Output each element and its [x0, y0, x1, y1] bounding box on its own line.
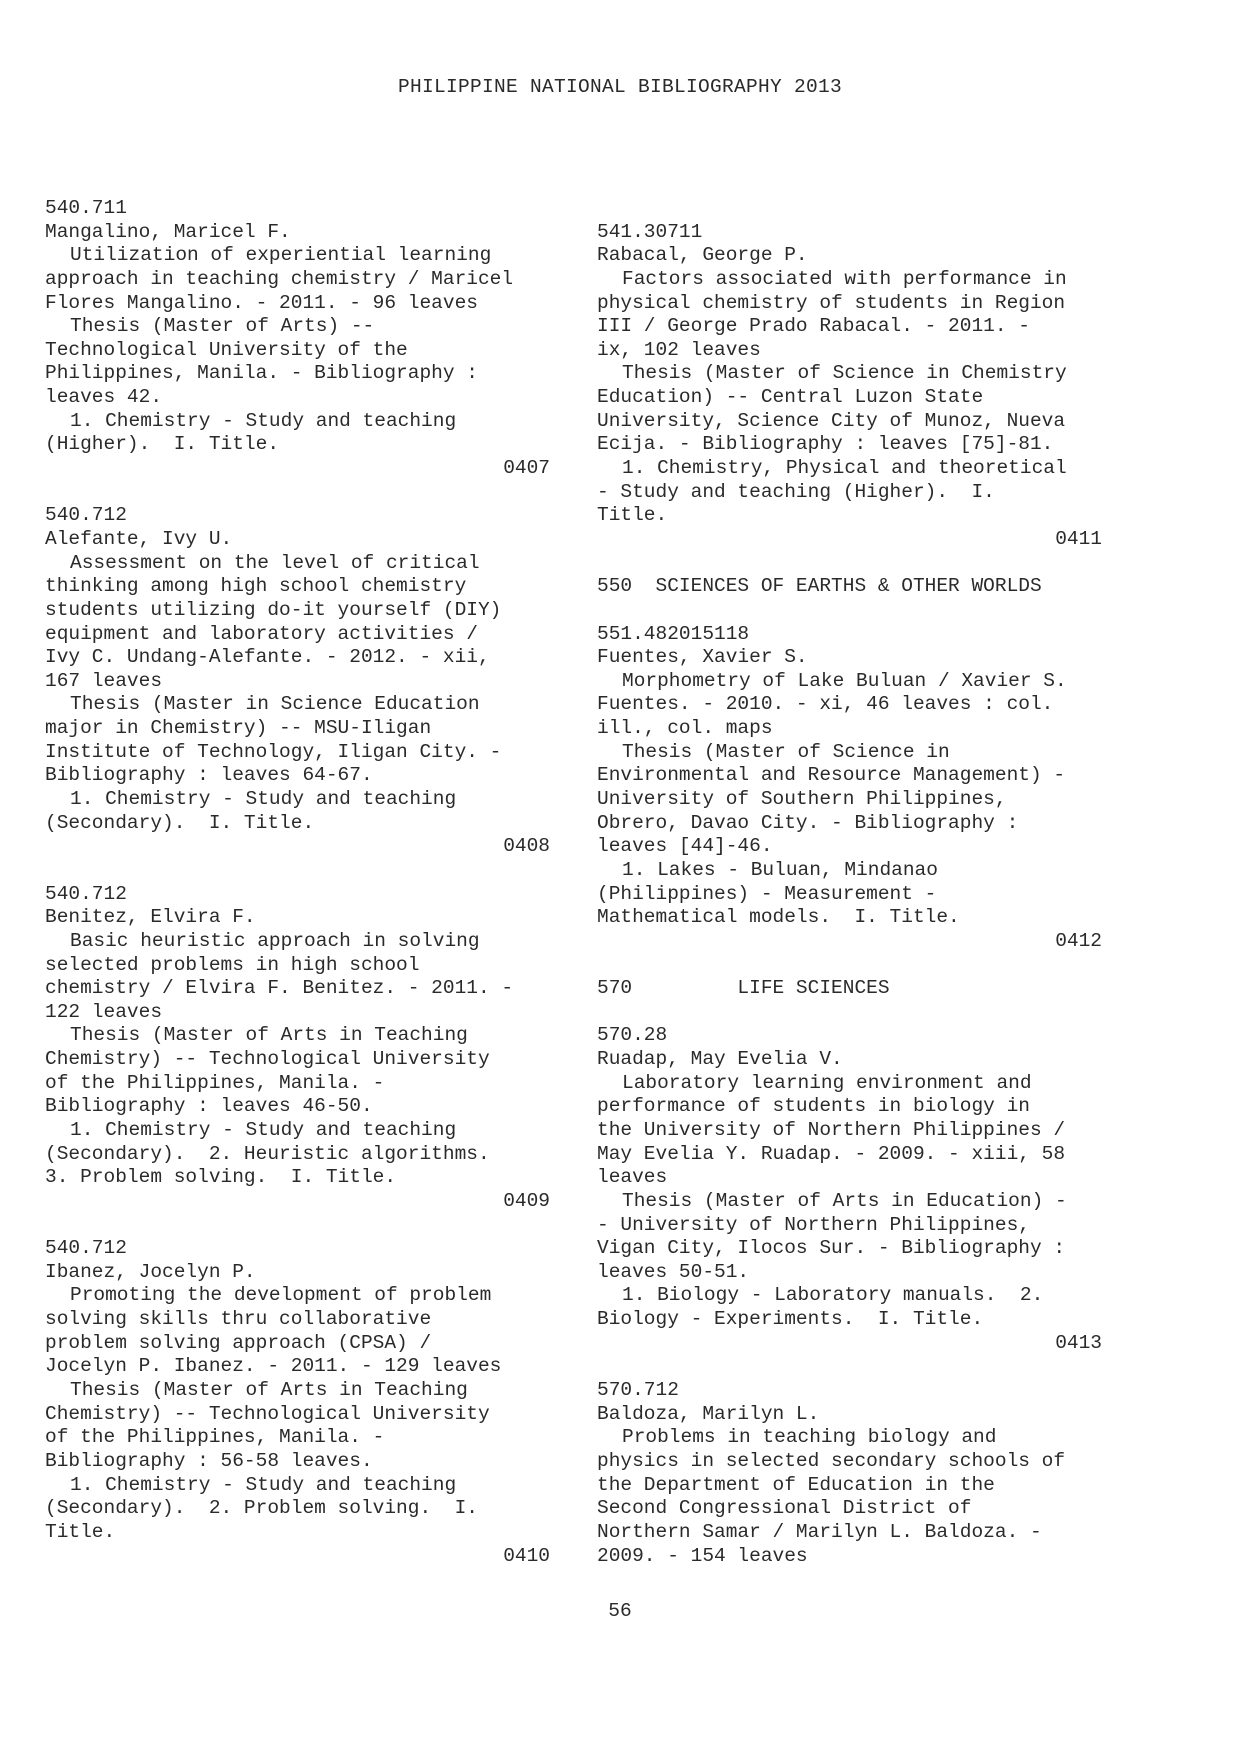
title-line: students utilizing do-it yourself (DIY) [45, 598, 502, 621]
title-line: Flores Mangalino. - 2011. - 96 leaves [45, 291, 478, 314]
subject-line: (Secondary). 2. Problem solving. I. [45, 1497, 478, 1520]
title-line: problem solving approach (CPSA) / [45, 1331, 432, 1354]
title-line: the University of Northern Philippines / [597, 1118, 1066, 1141]
bibliography-entry [597, 623, 1102, 954]
title-line: 2009. - 154 leaves [597, 1544, 808, 1567]
note-line: University, Science City of Munoz, Nueva [597, 409, 1066, 432]
call-number: 570.712 [597, 1379, 679, 1402]
title-line: Factors associated with performance in [622, 267, 1067, 290]
note-line: Environmental and Resource Management) - [597, 764, 1066, 787]
title-line: Jocelyn P. Ibanez. - 2011. - 129 leaves [45, 1355, 502, 1378]
subject-line: Title. [597, 504, 668, 527]
title-line: Laboratory learning environment and [622, 1071, 1032, 1094]
title-line: Fuentes. - 2010. - xi, 46 leaves : col. [597, 693, 1054, 716]
accession-number: 0412 [1055, 929, 1102, 952]
title-line: selected problems in high school [45, 953, 420, 976]
note-line: leaves 50-51. [597, 1260, 750, 1283]
note-line: Thesis (Master in Science Education [70, 693, 480, 716]
call-number: 570.28 [597, 1024, 668, 1047]
subject-line: Mathematical models. I. Title. [597, 906, 960, 929]
title-line: chemistry / Elvira F. Benitez. - 2011. - [45, 977, 514, 1000]
note-line: of the Philippines, Manila. - [45, 1071, 385, 1094]
title-line: ix, 102 leaves [597, 338, 761, 361]
title-line: Assessment on the level of critical [70, 551, 480, 574]
call-number: 551.482015118 [597, 622, 750, 645]
title-line: May Evelia Y. Ruadap. - 2009. - xiii, 58 [597, 1142, 1066, 1165]
note-line: leaves [44]-46. [597, 835, 773, 858]
call-number: 541.30711 [597, 220, 703, 243]
note-line: major in Chemistry) -- MSU-Iligan [45, 717, 432, 740]
subject-line: 1. Chemistry, Physical and theoretical [622, 457, 1067, 480]
note-line: Thesis (Master of Science in Chemistry [622, 362, 1067, 385]
subject-line: 1. Chemistry - Study and teaching [70, 1118, 457, 1141]
title-line: thinking among high school chemistry [45, 575, 467, 598]
note-line: Institute of Technology, Iligan City. - [45, 740, 502, 763]
subject-line: 1. Biology - Laboratory manuals. 2. [622, 1284, 1044, 1307]
author: Rabacal, George P. [597, 244, 808, 267]
title-line: Second Congressional District of [597, 1497, 972, 1520]
title-line: leaves [597, 1166, 668, 1189]
note-line: Chemistry) -- Technological University [45, 1048, 490, 1071]
bibliography-entry [45, 883, 550, 1214]
title-line: Promoting the development of problem [70, 1284, 492, 1307]
note-line: Thesis (Master of Arts in Teaching [70, 1379, 468, 1402]
subject-line: (Philippines) - Measurement - [597, 882, 937, 905]
call-number: 540.712 [45, 504, 127, 527]
author: Alefante, Ivy U. [45, 527, 233, 550]
title-line: physical chemistry of students in Region [597, 291, 1066, 314]
accession-number: 0407 [503, 457, 550, 480]
note-line: - University of Northern Philippines, [597, 1213, 1030, 1236]
note-line: Bibliography : 56-58 leaves. [45, 1449, 373, 1472]
title-line: solving skills thru collaborative [45, 1308, 432, 1331]
title-line: 167 leaves [45, 669, 163, 692]
subject-line: 3. Problem solving. I. Title. [45, 1166, 397, 1189]
left-column [45, 197, 550, 1568]
subject-line: 1. Chemistry - Study and teaching [70, 409, 457, 432]
accession-number: 0411 [1055, 527, 1102, 550]
author: Baldoza, Marilyn L. [597, 1402, 820, 1425]
author: Mangalino, Maricel F. [45, 220, 291, 243]
note-line: of the Philippines, Manila. - [45, 1426, 385, 1449]
note-line: Thesis (Master of Arts in Education) - [622, 1189, 1067, 1212]
title-line: III / George Prado Rabacal. - 2011. - [597, 315, 1030, 338]
subject-line: Biology - Experiments. I. Title. [597, 1308, 984, 1331]
author: Fuentes, Xavier S. [597, 646, 808, 669]
subject-line: (Secondary). 2. Heuristic algorithms. [45, 1142, 490, 1165]
author: Ruadap, May Evelia V. [597, 1048, 843, 1071]
note-line: Bibliography : leaves 64-67. [45, 764, 373, 787]
subject-line: 1. Chemistry - Study and teaching [70, 788, 457, 811]
note-line: Thesis (Master of Arts) -- [70, 315, 375, 338]
note-line: University of Southern Philippines, [597, 788, 1007, 811]
note-line: Ecija. - Bibliography : leaves [75]-81. [597, 433, 1054, 456]
subject-line: (Secondary). I. Title. [45, 811, 315, 834]
bibliography-entry [597, 1379, 1102, 1568]
title-line: Northern Samar / Marilyn L. Baldoza. - [597, 1520, 1042, 1543]
title-line: approach in teaching chemistry / Maricel [45, 267, 514, 290]
right-column [597, 197, 1102, 1568]
accession-number: 0408 [503, 835, 550, 858]
accession-number: 0409 [503, 1189, 550, 1212]
title-line: Utilization of experiential learning [70, 244, 492, 267]
subject-line: 1. Lakes - Buluan, Mindanao [622, 858, 938, 881]
bibliography-entry [597, 1024, 1102, 1355]
note-line: Thesis (Master of Arts in Teaching [70, 1024, 468, 1047]
call-number: 540.712 [45, 1237, 127, 1260]
accession-number: 0410 [503, 1544, 550, 1567]
section-heading: 570 LIFE SCIENCES [597, 977, 890, 1000]
page-header: PHILIPPINE NATIONAL BIBLIOGRAPHY 2013 [397, 76, 843, 98]
note-line: Thesis (Master of Science in [622, 740, 950, 763]
title-line: the Department of Education in the [597, 1473, 995, 1496]
title-line: physics in selected secondary schools of [597, 1449, 1066, 1472]
page-number: 56 [608, 1600, 632, 1622]
title-line: Problems in teaching biology and [622, 1426, 997, 1449]
title-line: Ivy C. Undang-Alefante. - 2012. - xii, [45, 646, 490, 669]
title-line: equipment and laboratory activities / [45, 622, 478, 645]
bibliography-entry [45, 1237, 550, 1568]
title-line: Morphometry of Lake Buluan / Xavier S. [622, 669, 1067, 692]
title-line: 122 leaves [45, 1000, 163, 1023]
author: Ibanez, Jocelyn P. [45, 1260, 256, 1283]
bibliography-entry [45, 504, 550, 859]
title-line: Basic heuristic approach in solving [70, 929, 480, 952]
note-line: Bibliography : leaves 46-50. [45, 1095, 373, 1118]
author: Benitez, Elvira F. [45, 906, 256, 929]
subject-line: Title. [45, 1520, 116, 1543]
subject-line: (Higher). I. Title. [45, 433, 280, 456]
subject-line: - Study and teaching (Higher). I. [597, 480, 995, 503]
title-line: performance of students in biology in [597, 1095, 1030, 1118]
bibliography-entry [597, 221, 1102, 552]
note-line: Obrero, Davao City. - Bibliography : [597, 811, 1019, 834]
subject-line: 1. Chemistry - Study and teaching [70, 1473, 457, 1496]
note-line: Technological University of the [45, 338, 408, 361]
section-heading: 550 SCIENCES OF EARTHS & OTHER WORLDS [597, 575, 1042, 598]
note-line: Chemistry) -- Technological University [45, 1402, 490, 1425]
note-line: Education) -- Central Luzon State [597, 386, 984, 409]
accession-number: 0413 [1055, 1331, 1102, 1354]
title-line: ill., col. maps [597, 717, 773, 740]
call-number: 540.712 [45, 882, 127, 905]
note-line: leaves 42. [45, 386, 163, 409]
note-line: Vigan City, Ilocos Sur. - Bibliography : [597, 1237, 1066, 1260]
bibliography-entry [45, 197, 550, 481]
call-number: 540.711 [45, 197, 127, 219]
note-line: Philippines, Manila. - Bibliography : [45, 362, 478, 385]
